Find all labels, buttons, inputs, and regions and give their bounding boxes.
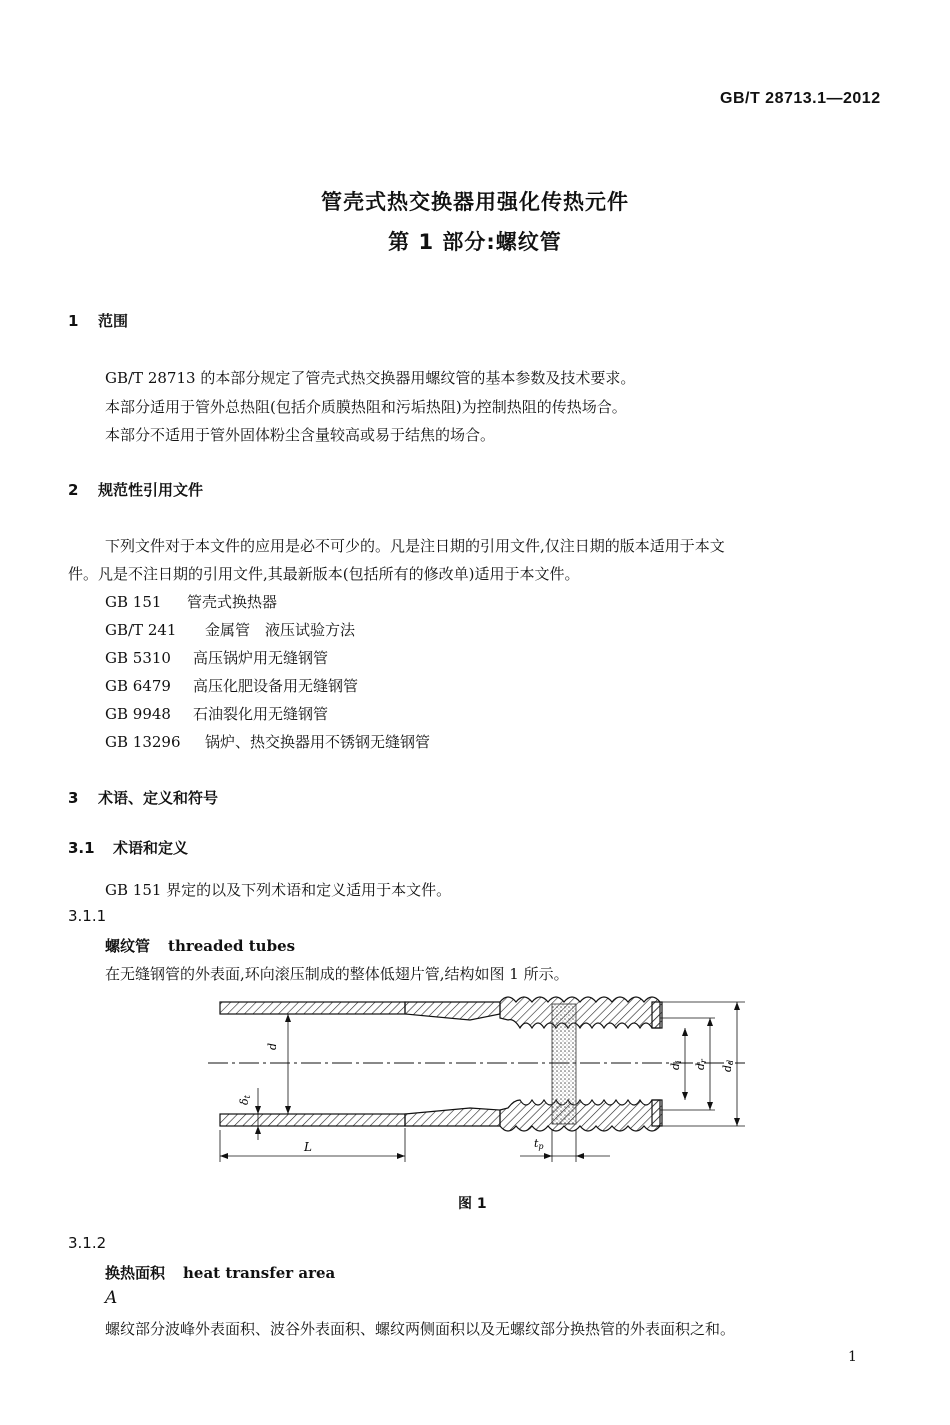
reference-item <box>105 675 358 696</box>
reference-item <box>105 647 328 668</box>
reference-item <box>105 591 277 612</box>
term-entry <box>105 1262 335 1283</box>
label-L: L <box>304 1140 312 1154</box>
label-dr: dr <box>694 1059 708 1070</box>
reference-code: GB 151 <box>105 593 162 611</box>
section-title: 范围 <box>98 312 129 330</box>
reference-title: 锅炉、热交换器用不锈钢无缝钢管 <box>205 733 431 751</box>
label-delta: δt <box>238 1095 252 1105</box>
document-subtitle: 第 1 部分:螺纹管 <box>388 230 562 254</box>
term-chinese: 换热面积 <box>105 1264 166 1282</box>
section-number: 2 <box>68 481 79 499</box>
document-title: 管壳式热交换器用强化传热元件 <box>321 190 629 214</box>
label-di: di <box>669 1060 683 1070</box>
term-definition: 螺纹部分波峰外表面积、波谷外表面积、螺纹两侧面积以及无螺纹部分换热管的外表面积之和。 <box>105 1320 736 1338</box>
paragraph: 件。凡是不注日期的引用文件,其最新版本(包括所有的修改单)适用于本文件。 <box>68 565 580 583</box>
reference-code: GB 5310 <box>105 649 171 667</box>
paragraph: 本部分适用于管外总热阻(包括介质膜热阻和污垢热阻)为控制热阻的传热场合。 <box>105 398 627 416</box>
paragraph: GB/T 28713 的本部分规定了管壳式热交换器用螺纹管的基本参数及技术要求。 <box>105 369 636 387</box>
reference-code: GB/T 241 <box>105 621 177 639</box>
subsection-3-1-heading <box>68 837 188 858</box>
reference-title: 石油裂化用无缝钢管 <box>193 705 329 723</box>
subsection-title: 术语和定义 <box>113 839 189 857</box>
upper-wall-plain <box>220 1002 405 1014</box>
reference-title: 管壳式换热器 <box>187 593 278 611</box>
section-title: 规范性引用文件 <box>98 481 204 499</box>
upper-threaded-fins <box>500 997 660 1028</box>
term-entry <box>105 935 295 956</box>
label-d: d <box>266 1042 279 1050</box>
figure-caption: 图 1 <box>458 1196 487 1212</box>
label-dd: dd <box>721 1059 735 1072</box>
lower-wall-plain <box>220 1114 405 1126</box>
reference-code: GB 6479 <box>105 677 171 695</box>
subsection-number: 3.1 <box>68 839 95 857</box>
reference-code: GB 9948 <box>105 705 171 723</box>
paragraph: GB 151 界定的以及下列术语和定义适用于本文件。 <box>105 881 452 899</box>
paragraph: 下列文件对于本文件的应用是必不可少的。凡是注日期的引用文件,仅注日期的版本适用于本文 <box>105 537 725 555</box>
section-2-heading <box>68 479 203 500</box>
term-symbol: A <box>105 1288 118 1308</box>
term-chinese: 螺纹管 <box>105 937 151 955</box>
section-number: 3 <box>68 789 79 807</box>
lower-threaded-fins <box>500 1100 660 1131</box>
threaded-tube-figure <box>200 990 760 1170</box>
term-number: 3.1.2 <box>68 1234 107 1252</box>
reference-item <box>105 731 430 752</box>
reference-item <box>105 619 355 640</box>
section-title: 术语、定义和符号 <box>98 789 219 807</box>
term-number: 3.1.1 <box>68 907 107 925</box>
term-english: threaded tubes <box>168 937 296 955</box>
reference-title: 金属管 液压试验方法 <box>205 621 356 639</box>
section-1-heading <box>68 310 128 331</box>
page-number: 1 <box>848 1349 857 1365</box>
reference-code: GB 13296 <box>105 733 181 751</box>
pitch-section-band <box>552 1004 576 1124</box>
reference-title: 高压锅炉用无缝钢管 <box>193 649 329 667</box>
reference-title: 高压化肥设备用无缝钢管 <box>193 677 359 695</box>
section-number: 1 <box>68 312 79 330</box>
section-3-heading <box>68 787 218 808</box>
lower-wall-transition <box>405 1108 500 1126</box>
paragraph: 本部分不适用于管外固体粉尘含量较高或易于结焦的场合。 <box>105 426 496 444</box>
standard-code: GB/T 28713.1—2012 <box>720 90 881 107</box>
term-english: heat transfer area <box>183 1264 336 1282</box>
term-definition: 在无缝钢管的外表面,环向滚压制成的整体低翅片管,结构如图 1 所示。 <box>105 965 569 983</box>
reference-item <box>105 703 328 724</box>
upper-wall-transition <box>405 1002 500 1020</box>
label-tp: tp <box>534 1137 544 1151</box>
